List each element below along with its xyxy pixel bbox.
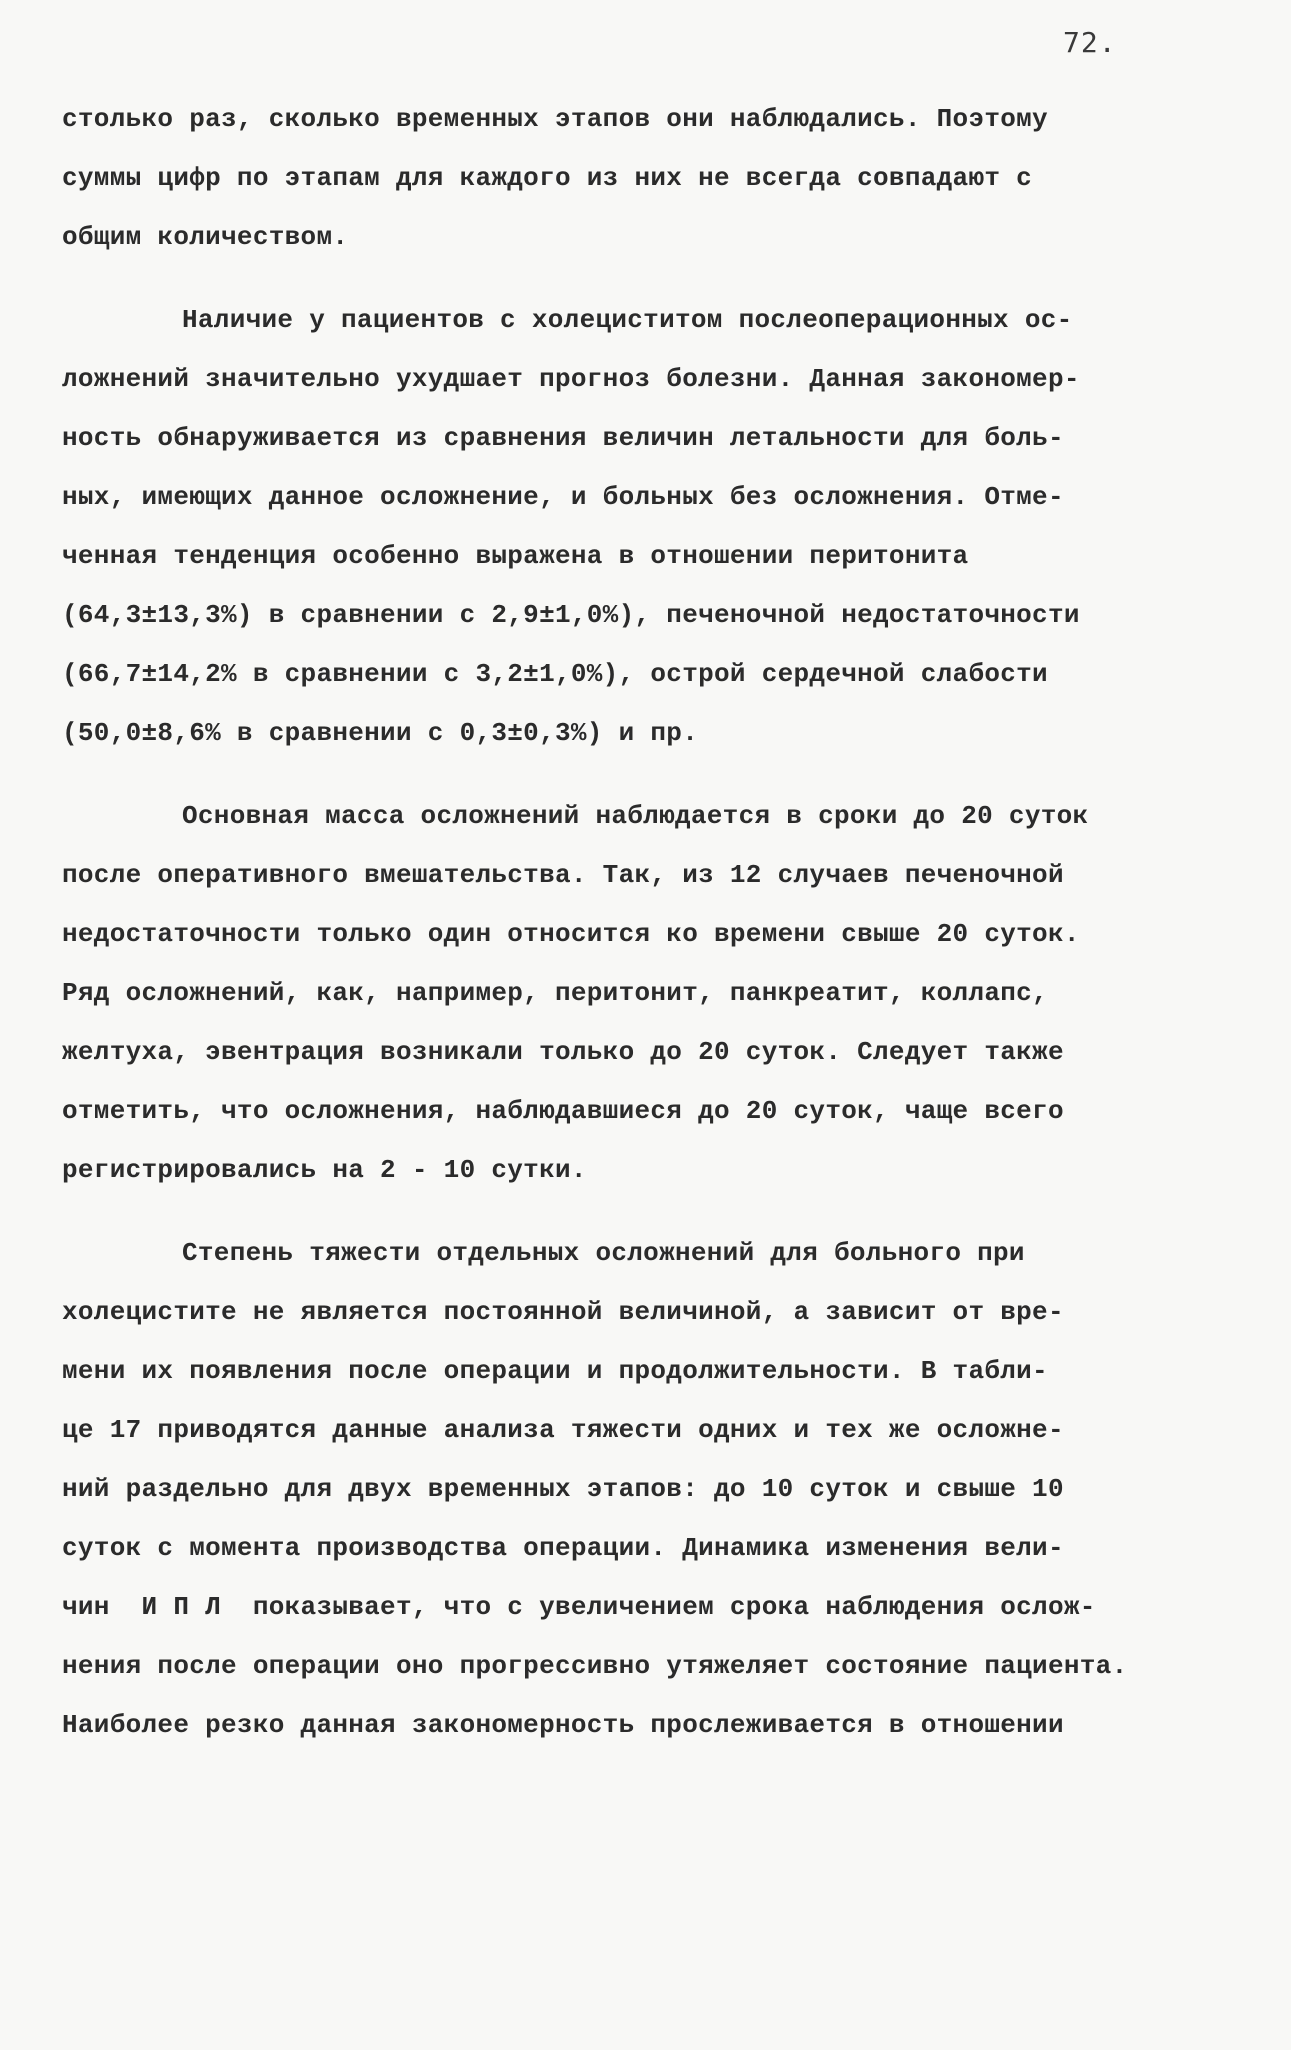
text-line: ний раздельно для двух временных этапов: до 10 суток и свыше 10	[62, 1474, 1064, 1504]
text-line: Основная масса осложнений наблюдается в сроки до 20 суток	[182, 801, 1089, 831]
text-line: после оперативного вмешательства. Так, из 12 случаев печеночной	[62, 860, 1064, 890]
text-line: суммы цифр по этапам для каждого из них не всегда совпадают с	[62, 163, 1033, 193]
text-line: ность обнаруживается из сравнения величин летальности для боль-	[62, 423, 1064, 453]
text-line: общим количеством.	[62, 222, 349, 252]
text-line: (50,0±8,6% в сравнении с 0,3±0,3%) и пр.	[62, 718, 699, 748]
text-line: Наиболее резко данная закономерность прослеживается в отношении	[62, 1710, 1064, 1740]
text-line: регистрировались на 2 - 10 сутки.	[62, 1155, 587, 1185]
text-line: отметить, что осложнения, наблюдавшиеся до 20 суток, чаще всего	[62, 1096, 1064, 1126]
page-number: 72.	[1063, 26, 1117, 59]
text-line: (64,3±13,3%) в сравнении с 2,9±1,0%), печеночной недостаточности	[62, 600, 1080, 630]
text-line: ных, имеющих данное осложнение, и больных без осложнения. Отме-	[62, 482, 1064, 512]
paragraph	[62, 787, 1237, 1200]
text-line: недостаточности только один относится ко времени свыше 20 суток.	[62, 919, 1080, 949]
text-line: мени их появления после операции и продолжительности. В табли-	[62, 1356, 1048, 1386]
text-line: Степень тяжести отдельных осложнений для больного при	[182, 1238, 1025, 1268]
paragraph	[62, 291, 1237, 763]
paragraph	[62, 1224, 1237, 1755]
text-line: желтуха, эвентрация возникали только до 20 суток. Следует также	[62, 1037, 1064, 1067]
text-line: ченная тенденция особенно выражена в отношении перитонита	[62, 541, 969, 571]
paragraph	[62, 90, 1237, 267]
text-line: чин И П Л показывает, что с увеличением срока наблюдения ослож-	[62, 1592, 1096, 1622]
text-line: це 17 приводятся данные анализа тяжести одних и тех же осложне-	[62, 1415, 1064, 1445]
text-line: Ряд осложнений, как, например, перитонит, панкреатит, коллапс,	[62, 978, 1048, 1008]
text-line: ложнений значительно ухудшает прогноз болезни. Данная закономер-	[62, 364, 1080, 394]
text-line: Наличие у пациентов с холециститом послеоперационных ос-	[182, 305, 1073, 335]
body-text	[62, 90, 1237, 1779]
text-line: суток с момента производства операции. Динамика изменения вели-	[62, 1533, 1064, 1563]
text-line: холецистите не является постоянной величиной, а зависит от вре-	[62, 1297, 1064, 1327]
text-line: столько раз, сколько временных этапов они наблюдались. Поэтому	[62, 104, 1048, 134]
text-line: нения после операции оно прогрессивно утяжеляет состояние пациента.	[62, 1651, 1128, 1681]
text-line: (66,7±14,2% в сравнении с 3,2±1,0%), острой сердечной слабости	[62, 659, 1048, 689]
